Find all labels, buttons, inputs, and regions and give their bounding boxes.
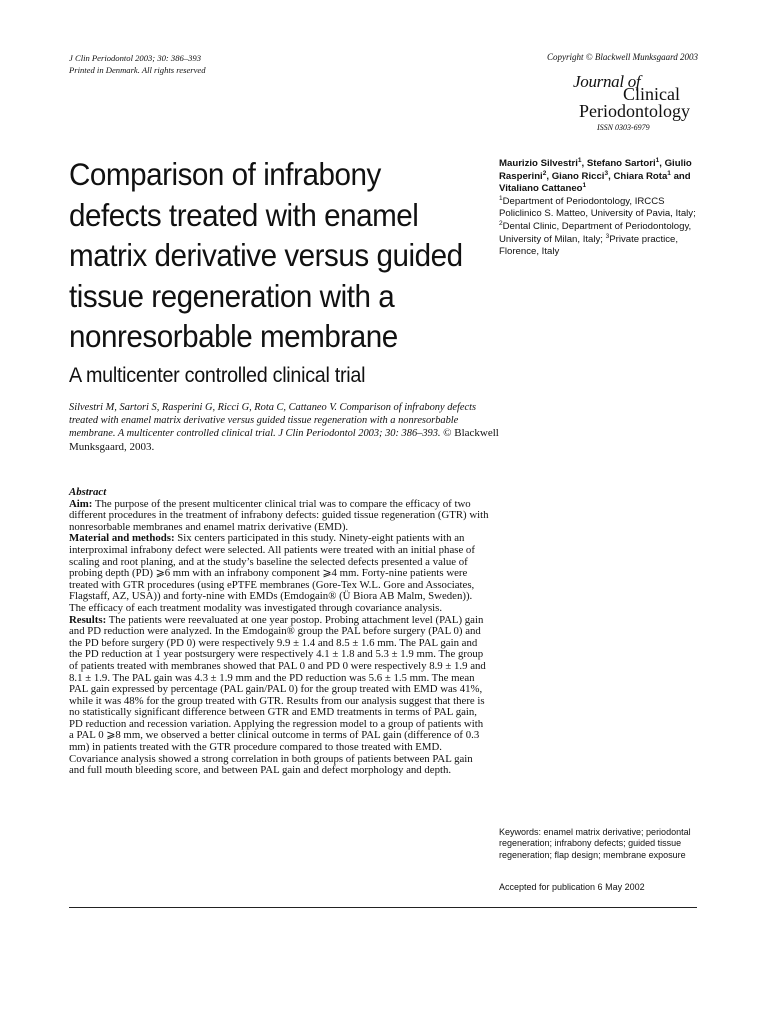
abstract-aim: [69, 499, 489, 534]
abstract-heading: Abstract: [69, 486, 107, 498]
aim-label: Aim:: [69, 497, 93, 510]
aim-text: The purpose of the present multicenter clinical trial was to compare the efficacy of two different procedures in the treatment of infrabony defects: guided tissue regeneration (GTR) with nonresorbable membranes and enamel matrix derivative (EMD).: [69, 497, 489, 533]
citation: [69, 401, 499, 454]
abstract-methods: [69, 533, 489, 614]
results-text: The patients were reevaluated at one year postop. Probing attachment level (PAL) gain and PD reduction were analyzed. In the Emdogain® group the PAL before surgery (PAL 0) and the PD before surgery (PD 0) were respectively 9.9 ± 1.4 and 8.5 ± 1.6 mm. The PAL gain and the PD reduction at 1 year postsurgery were respectively 4.1 ± 1.8 and 5.3 ± 1.9 mm. The group of patients treated with membranes showed that PAL 0 and PD 0 were respectively 8.9 ± 1.9 and 8.1 ± 1.9. The PAL gain was 4.3 ± 1.9 mm and the PD reduction was 5.6 ± 1.5 mm. The mean PAL gain expressed by percentage (PAL gain/PAL 0) for the group treated with EMD was 41%, while it was 48% for the group treated with GTR. Results from our analysis suggest that there is no statistically significant difference between GTR and EMD treatments in terms of PAL gain, PD reduction and recession variation. Applying the regression model to a group of patients with a PAL 0 ⩾8 mm, we observed a better clinical outcome in terms of PAL gain (difference of 0.3 mm) in patients treated with the GTR procedure compared to those treated with EMD. Covariance analysis showed a strong correlation in both groups of patients between PAL gain and full mouth bleeding score, and between PAL gain and defect morphology and depth.: [69, 613, 486, 777]
logo-journal-of: Journal of: [573, 72, 641, 91]
accepted-date: Accepted for publication 6 May 2002: [499, 882, 645, 892]
author-name: , Giulio Rasperini: [499, 158, 692, 182]
affiliation-marker: 3: [604, 169, 609, 177]
issn: ISSN 0303-6979: [597, 123, 650, 132]
affiliation-marker: 2: [542, 169, 547, 177]
affiliation-marker: 2: [499, 219, 503, 227]
author-name: , Stefano Sartori: [581, 158, 656, 169]
author-name: , Giano Ricci: [546, 170, 605, 182]
affiliation: Department of Periodontology, IRCCS Policlinico S. Matteo, University of Pavia, Italy;: [499, 195, 696, 220]
affiliation-marker: 1: [577, 157, 582, 164]
author-name: Maurizio Silvestri: [499, 158, 578, 169]
logo-clinical: Clinical: [623, 84, 680, 104]
affiliation-marker: 1: [655, 157, 660, 164]
article-title: Comparison of infrabony defects treated with enamel matrix derivative versus guided tissue regeneration with a nonresorbable membrane: [69, 156, 463, 354]
citation-copyright: © Blackwell Munksgaard, 2003.: [69, 427, 499, 453]
keywords: Keywords: enamel matrix derivative; periodontal regeneration; infrabony defects; guided tissue regeneration; flap design; membrane exposure: [499, 827, 691, 860]
journal-reference: J Clin Periodontol 2003; 30: 386–393: [69, 53, 201, 63]
author-block: [499, 158, 709, 259]
citation-text: Silvestri M, Sartori S, Rasperini G, Ricci G, Rota C, Cattaneo V. Comparison of infrabony defects treated with enamel matrix derivative versus guided tissue regeneration with a nonresorbable membrane. A multicenter controlled clinical trial. J Clin Periodontol 2003; 30: 386–393.: [69, 402, 477, 440]
journal-logo: [573, 72, 703, 134]
affiliation: Dental Clinic, Department of Periodontology, University of Milan, Italy;: [499, 220, 692, 245]
methods-label: Material and methods:: [69, 532, 175, 545]
affiliation-marker: 3: [605, 232, 610, 240]
article-subtitle: A multicenter controlled clinical trial: [69, 364, 366, 387]
methods-text: Six centers participated in this study. Ninety-eight patients with an interproximal infrabony defect were selected. All patients were treated with an initial phase of scaling and root planing, and at the study’s baseline the selected defects presented a value of probing depth (PD) ⩾6 mm with an infrabony component ⩾4 mm. Forty-nine patients were treated with GTR procedures (using ePTFE membranes (Gore-Tex W.L. Gore and Associates, Flagstaff, AZ, USA)) and forty-nine with EMDs (Emdogain® (Ü Biora AB Malm, Sweden)). The efficacy of each treatment modality was investigated through covariance analysis.: [69, 532, 475, 614]
divider-rule: [69, 907, 697, 908]
logo-periodontology: Periodontology: [579, 101, 690, 121]
affiliation-marker: 1: [582, 182, 587, 190]
affiliation-marker: 1: [499, 194, 503, 202]
results-label: Results:: [69, 613, 107, 626]
abstract: [69, 487, 489, 777]
author-name: , Chiara Rota: [608, 170, 668, 182]
author-name: and Vitaliano Cattaneo: [499, 170, 691, 195]
author-list: [499, 158, 709, 196]
journal-header: [69, 52, 206, 76]
abstract-results: [69, 615, 489, 777]
copyright-notice: Copyright © Blackwell Munksgaard 2003: [547, 52, 698, 62]
affiliation-marker: 1: [667, 169, 671, 177]
printed-notice: Printed in Denmark. All rights reserved: [69, 65, 206, 75]
affiliations: [499, 196, 709, 259]
affiliation: Private practice, Florence, Italy: [499, 233, 679, 258]
